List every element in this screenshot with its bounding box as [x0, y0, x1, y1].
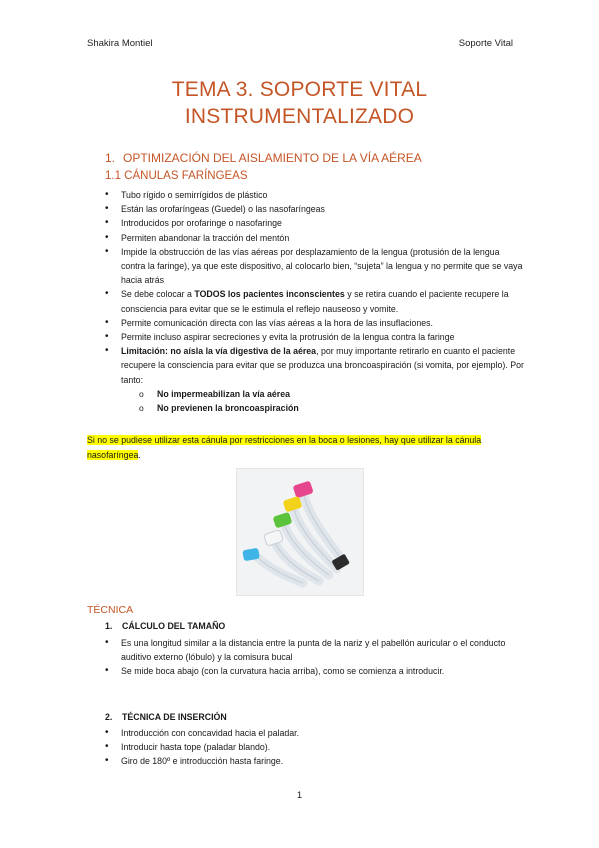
list-item: • Introducidos por orofaringe o nasofaringe	[104, 216, 524, 230]
step-2-heading	[105, 712, 227, 722]
page-number: 1	[296, 790, 303, 801]
list-item: • Impide la obstrucción de las vías aéreas por desplazamiento de la lengua (protusión de la lengua contra la faringe), ya que este dispositivo, al colocarlo bien, “sujeta” la lengua y no permite que se vaya hacia atrás	[104, 245, 524, 288]
guedel-cannulas-illustration	[237, 469, 363, 595]
list-item: • Permite comunicación directa con las vías aéreas a la hora de las insuflaciones.	[104, 316, 524, 330]
list-item-text: , por muy importante retirarlo en cuanto el paciente recupere la consciencia para evitar que se produzca una broncoaspiración (si vomita, por ejemplo). Por tanto:	[121, 346, 524, 385]
list-item: • Giro de 180º e introducción hasta faringe.	[104, 754, 524, 768]
list-item: • Permiten abandonar la tracción del mentón	[104, 231, 524, 245]
highlighted-text-end: .	[138, 450, 141, 460]
list-item-text: Se debe colocar a	[121, 289, 195, 300]
list-item: • Se mide boca abajo (con la curvatura hacia arriba), como se comienza a introducir.	[104, 664, 524, 678]
bullet-list-step-2	[104, 726, 524, 769]
list-item-bold: TODOS los pacientes inconscientes	[194, 289, 345, 300]
step-title: CÁLCULO DEL TAMAÑO	[122, 621, 226, 631]
section-heading	[105, 151, 422, 165]
list-item: • Introducir hasta tope (paladar blando).	[104, 740, 524, 754]
sub-list-item-text: No previenen la broncoaspiración	[157, 403, 299, 414]
sub-list	[121, 387, 524, 415]
list-item	[104, 287, 524, 315]
section-title: OPTIMIZACIÓN DEL AISLAMIENTO DE LA VÍA AÉREA	[123, 151, 422, 165]
list-item	[104, 344, 524, 415]
header-subject: Soporte Vital	[458, 38, 513, 49]
list-item: • Es una longitud similar a la distancia entre la punta de la nariz y el pabellón auricular o el conducto auditivo externo (lóbulo) y la comisura bucal	[104, 636, 524, 664]
step-number: 1.	[105, 621, 113, 631]
title-line-1: TEMA 3. SOPORTE VITAL	[171, 78, 428, 101]
tecnica-heading: TÉCNICA	[87, 604, 134, 616]
step-title: TÉCNICA DE INSERCIÓN	[122, 712, 227, 722]
list-item: • Tubo rígido o semirrígidos de plástico	[104, 188, 524, 202]
step-1-heading	[105, 621, 225, 631]
sub-list-item-text: No impermeabilizan la vía aérea	[157, 388, 290, 399]
list-item: • Permite incluso aspirar secreciones y evita la protrusión de la lengua contra la faringe	[104, 330, 524, 344]
subsection-heading: 1.1 CÁNULAS FARÍNGEAS	[105, 170, 248, 182]
list-item-text: y se retira cuando el paciente recupere la consciencia para evitar que se le estimula el reflejo nauseoso y vomite.	[121, 289, 509, 314]
title-line-2: INSTRUMENTALIZADO	[184, 105, 415, 128]
list-item-bold: Limitación: no aísla la vía digestiva de la aérea	[121, 346, 317, 357]
list-item: • Introducción con concavidad hacia el paladar.	[104, 726, 524, 740]
list-item: • Están las orofaríngeas (Guedel) o las nasofaríngeas	[104, 202, 524, 216]
bullet-list-canulas	[104, 188, 524, 415]
highlighted-text: Si no se pudiese utilizar esta cánula por restricciones en la boca o lesiones, hay que utilizar la cánula nasofaríngea	[87, 435, 482, 460]
cannula-photo	[236, 468, 364, 596]
sub-list-item	[121, 401, 524, 415]
section-number: 1.	[105, 151, 116, 165]
bullet-list-step-1	[104, 636, 524, 679]
page-title	[0, 76, 599, 130]
step-number: 2.	[105, 712, 113, 722]
sub-list-item	[121, 387, 524, 401]
highlighted-note	[87, 433, 517, 463]
header-author: Shakira Montiel	[87, 38, 153, 49]
